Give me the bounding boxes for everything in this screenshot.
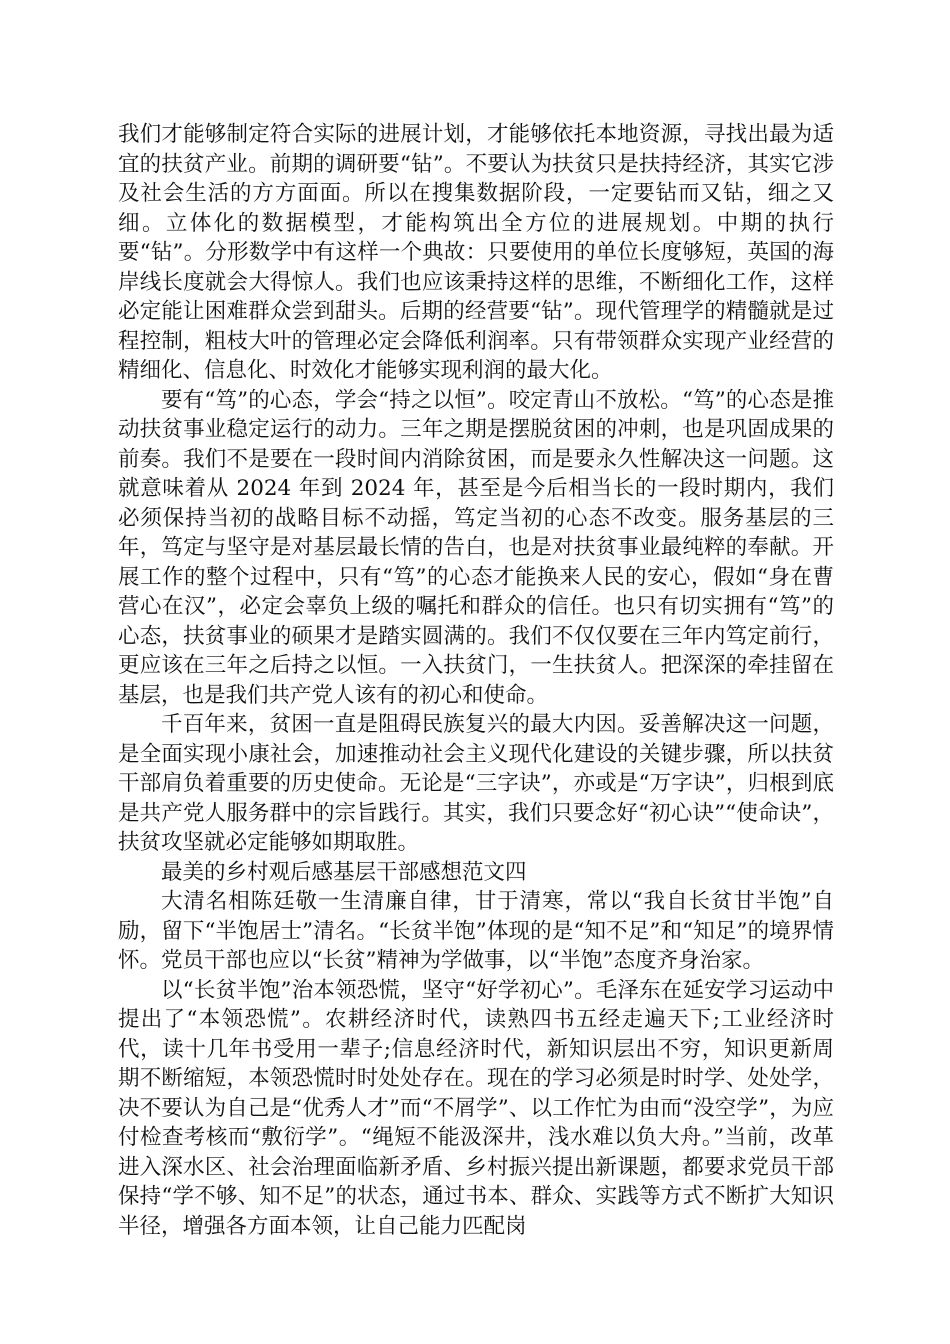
paragraph-4: 大清名相陈廷敬一生清廉自律，甘于清寒，常以“我自长贫甘半饱”自励，留下“半饱居士”清名。“长贫半饱”体现的是“知不足”和“知足”的境界情怀。党员干部也应以“长贫”精神为学做事，以“半饱”态度齐身治家。 bbox=[118, 889, 834, 973]
paragraph-5: 以“长贫半饱”治本领恐慌，坚守“好学初心”。毛泽东在延安学习运动中提出了“本领恐慌”。农耕经济时代，读熟四书五经走遍天下;工业经济时代，读十几年书受用一辈子;信息经济时代，新知识层出不穷，知识更新周期不断缩短，本领恐慌时时处处存在。现在的学习必须是时时学、处处学，决不要认为自己是“优秀人才”而“不屑学”、以工作忙为由而“没空学”，为应付检查考核而“敷衍学”。“绳短不能汲深井，浅水难以负大舟。”当前，改革进入深水区、社会治理面临新矛盾、乡村振兴提出新课题，都要求党员干部保持“学不够、知不足”的状态，通过书本、群众、实践等方式不断扩大知识半径，增强各方面本领，让自己能力匹配岗 bbox=[118, 977, 834, 1239]
paragraph-2: 要有“笃”的心态，学会“持之以恒”。咬定青山不放松。“笃”的心态是推动扶贫事业稳定运行的动力。三年之期是摆脱贫困的冲刺，也是巩固成果的前奏。我们不是要在一段时间内消除贫困，而是要永久性解决这一问题。这就意味着从 2024 年到 2024 年，甚至是今后相当长的一段时期内，我们必须保持当初的战略目标不动摇，笃定当初的心态不改变。服务基层的三年，笃定与坚守是对基层最长情的告白，也是对扶贫事业最纯粹的奉献。开展工作的整个过程中，只有“笃”的心态才能换来人民的安心，假如“身在曹营心在汉”，必定会辜负上级的嘱托和群众的信任。也只有切实拥有“笃”的心态，扶贫事业的硕果才是踏实圆满的。我们不仅仅要在三年内笃定前行，更应该在三年之后持之以恒。一入扶贫门，一生扶贫人。把深深的牵挂留在基层，也是我们共产党人该有的初心和使命。 bbox=[118, 387, 834, 708]
document-body bbox=[118, 120, 834, 1241]
paragraph-1: 我们才能够制定符合实际的进展计划，才能够依托本地资源，寻找出最为适宜的扶贫产业。前期的调研要“钻”。不要认为扶贫只是扶持经济，其实它涉及社会生活的方方面面。所以在搜集数据阶段，一定要钻而又钻，细之又细。立体化的数据模型，才能构筑出全方位的进展规划。中期的执行要“钻”。分形数学中有这样一个典故：只要使用的单位长度够短，英国的海岸线长度就会大得惊人。我们也应该秉持这样的思维，不断细化工作，这样必定能让困难群众尝到甜头。后期的经营要“钻”。现代管理学的精髓就是过程控制，粗枝大叶的管理必定会降低利润率。只有带领群众实现产业经营的精细化、信息化、时效化才能够实现利润的最大化。 bbox=[118, 122, 834, 383]
section-heading: 最美的乡村观后感基层干部感想范文四 bbox=[161, 859, 527, 885]
paragraph-3: 千百年来，贫困一直是阻碍民族复兴的最大内因。妥善解决这一问题，是全面实现小康社会，加速推动社会主义现代化建设的关键步骤，所以扶贫干部肩负着重要的历史使命。无论是“三字诀”，亦或是“万字诀”，归根到底是共产党人服务群中的宗旨践行。其实，我们只要念好“初心诀”“使命诀”，扶贫攻坚就必定能够如期取胜。 bbox=[118, 712, 834, 855]
